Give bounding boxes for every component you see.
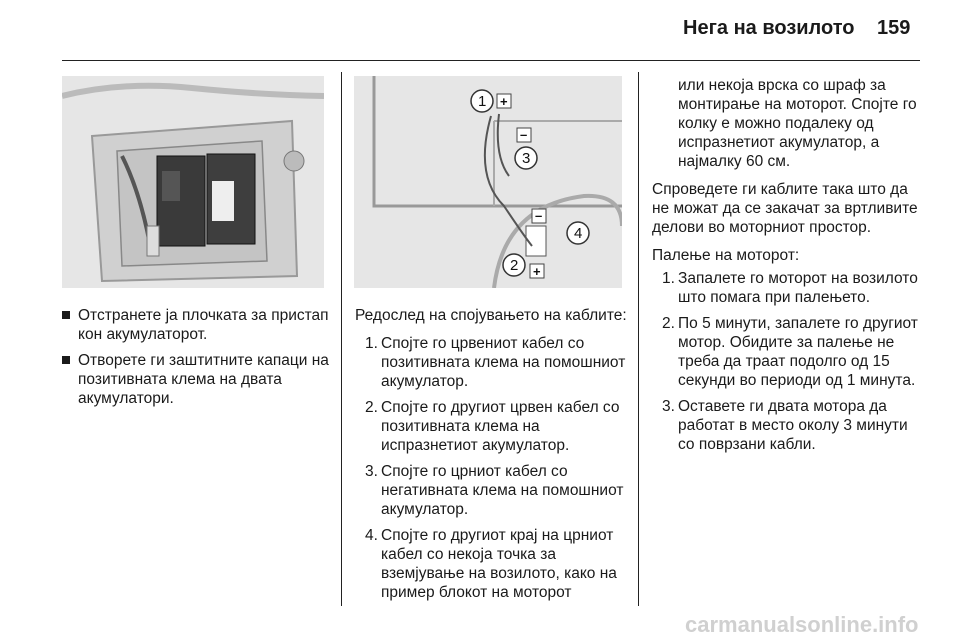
list-number: 1. xyxy=(662,270,675,287)
cable-order-intro: Редослед на спојувањето на каблите: xyxy=(355,307,627,324)
jump-start-cable-figure xyxy=(354,76,622,288)
list-number: 2. xyxy=(365,399,378,416)
list-text: Спојте го црниот кабел со негативната клема на помошниот акумулатор. xyxy=(381,463,624,518)
bullet-text: Отстранете ја плочката за пристап кон акумулаторот. xyxy=(78,307,329,343)
cable-routing-paragraph: Спроведете ги каблите така што да не можат да се закачат за вртливите делови во моторниот простор. xyxy=(652,181,918,236)
page-number: 159 xyxy=(877,17,911,39)
list-item xyxy=(652,397,920,454)
column-1-text xyxy=(62,306,332,415)
terminal-sign-plus-1: + xyxy=(500,94,508,109)
figure-label-2: 2 xyxy=(510,257,519,274)
list-item xyxy=(355,462,633,519)
battery-compartment-drawing xyxy=(62,76,324,288)
column-divider-1 xyxy=(341,72,342,606)
bullet-square-icon xyxy=(62,311,70,319)
figure-label-3: 3 xyxy=(522,150,531,167)
jump-start-cable-drawing xyxy=(354,76,622,288)
list-number: 3. xyxy=(662,398,675,415)
list-item xyxy=(355,526,633,602)
figure-label-4: 4 xyxy=(574,225,583,242)
list-text: Оставете ги двата мотора да работат в место околу 3 минути со поврзани кабли. xyxy=(678,398,908,453)
figure-label-1: 1 xyxy=(478,93,487,110)
list-text: Спојте го другиот крај на црниот кабел со некоја точка за вземјување на возилото, како на пример блокот на моторот xyxy=(381,527,617,601)
list-number: 2. xyxy=(662,315,675,332)
column-divider-2 xyxy=(638,72,639,606)
page-header-title: Нега на возилото xyxy=(683,17,855,39)
list-number: 3. xyxy=(365,463,378,480)
list-text: Спојте го другиот црвен кабел со позитивната клема на испразнетиот акумулатор. xyxy=(381,399,620,454)
list-item xyxy=(652,314,920,390)
continuation-text: или некоја врска со шраф за монтирање на моторот. Спојте го колку е можно подалеку од испразнетиот акумулатор, а најмалку 60 см. xyxy=(678,77,917,170)
bullet-square-icon xyxy=(62,356,70,364)
bullet-item xyxy=(62,306,332,344)
list-item xyxy=(355,334,633,391)
list-item xyxy=(652,269,920,307)
bullet-text: Отворете ги заштитните капаци на позитивната клема на двата акумулатори. xyxy=(78,352,329,407)
watermark-text: carmanualsonline.info xyxy=(685,612,919,637)
engine-start-heading: Палење на моторот: xyxy=(652,247,800,264)
battery-compartment-figure xyxy=(62,76,324,288)
column-3-text xyxy=(652,76,920,461)
terminal-sign-minus-2: – xyxy=(535,208,543,223)
list-text: Спојте го црвениот кабел со позитивната клема на помошниот акумулатор. xyxy=(381,335,626,390)
list-text: Запалете го моторот на возилото што помага при палењето. xyxy=(678,270,918,306)
column-2-text xyxy=(355,306,633,609)
bullet-item xyxy=(62,351,332,408)
list-text: По 5 минути, запалете го другиот мотор. Обидите за палење не треба да траат подолго од 15 секунди во периоди од 1 минута. xyxy=(678,315,918,389)
list-item xyxy=(355,398,633,455)
terminal-sign-plus-2: + xyxy=(533,264,541,279)
list-number: 4. xyxy=(365,527,378,544)
terminal-sign-minus-1: – xyxy=(520,127,528,142)
list-number: 1. xyxy=(365,335,378,352)
header-rule xyxy=(62,60,920,61)
